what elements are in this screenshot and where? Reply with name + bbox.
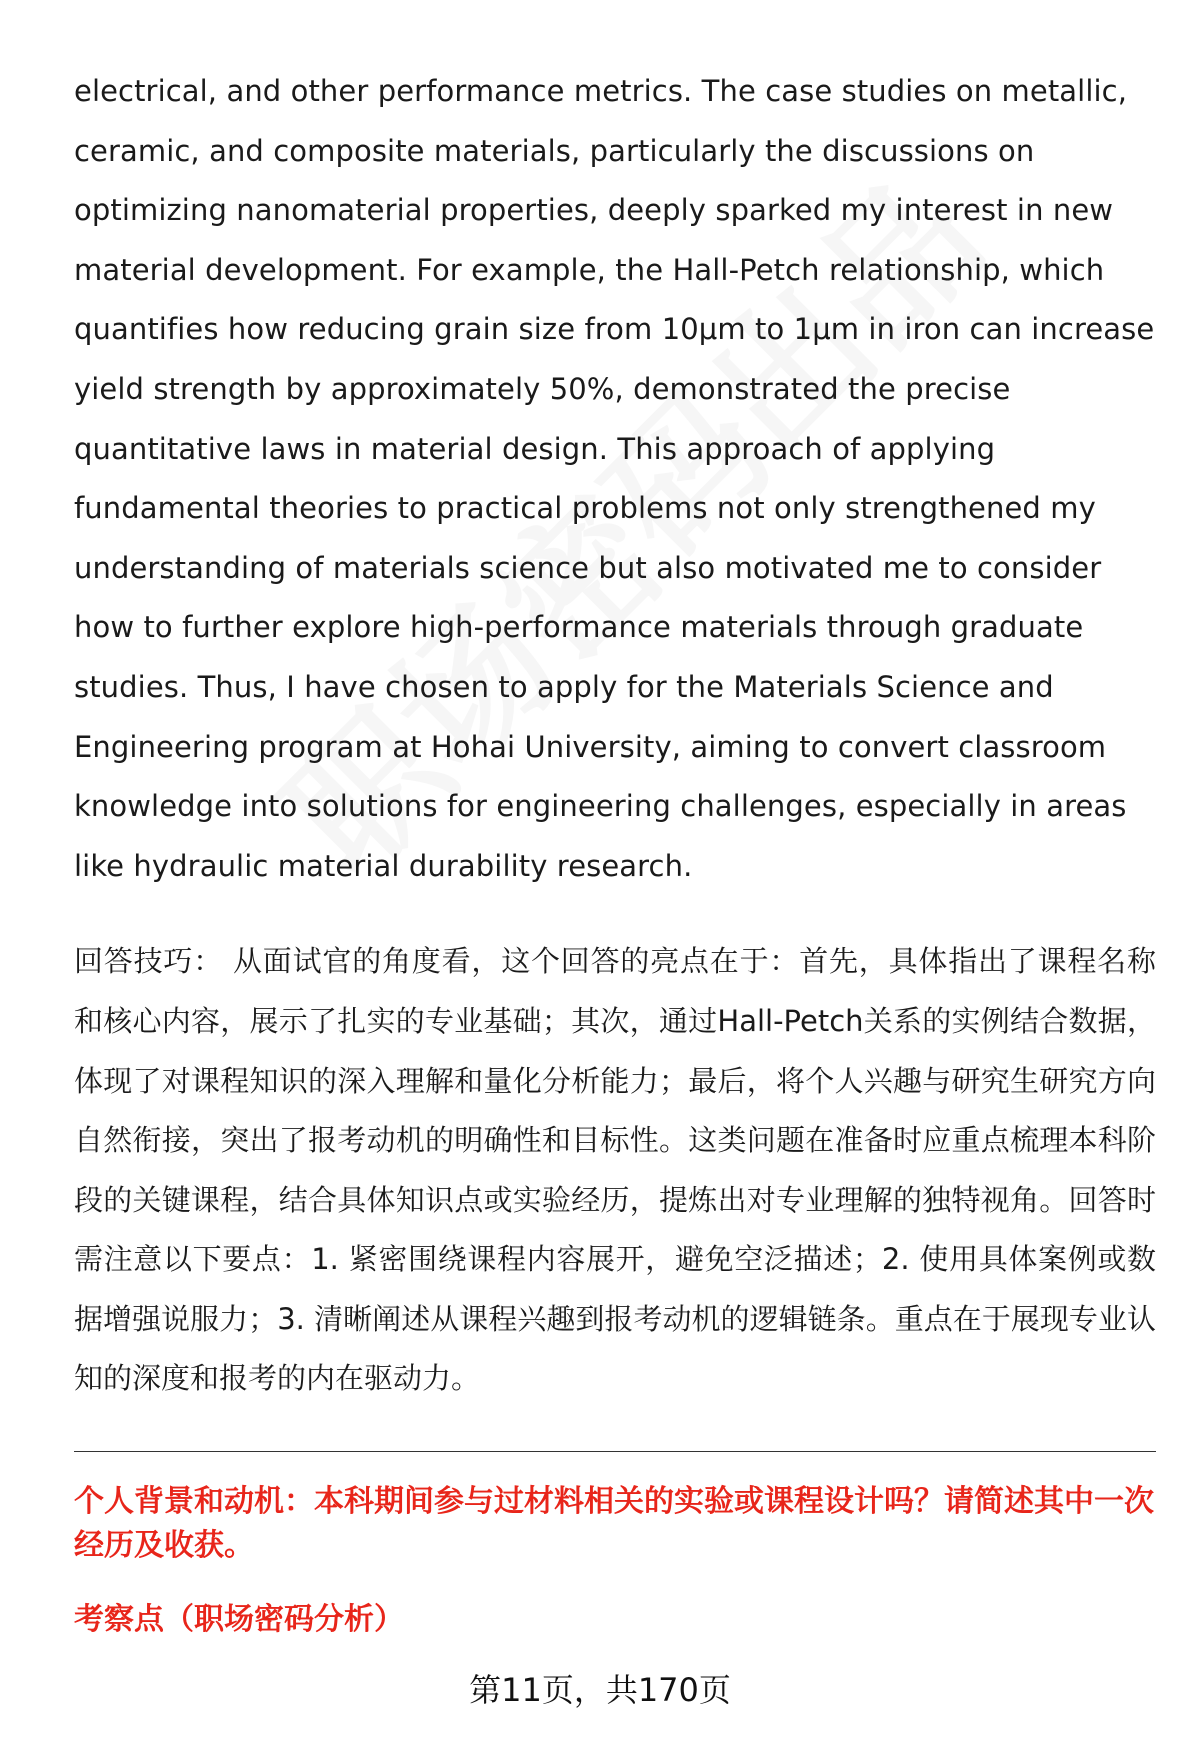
interview-question: 个人背景和动机：本科期间参与过材料相关的实验或课程设计吗？请简述其中一次经历及收获。 xyxy=(74,1484,1154,1564)
english-answer-paragraph: electrical, and other performance metrics. The case studies on metallic, ceramic, and composite materials, particularly the discussions on optimizing nanomaterial properties, deeply sparked my interest in new material development. For example, the Hall-Petch relationship, which quantifies how reducing grain size from 10μm to 1μm in iron can increase yield strength by approximately 50%, demonstrated the precise quantitative laws in material design. This approach of applying fundamental theories to practical problems not only strengthened my understanding of materials science but also motivated me to consider how to further explore high-performance materials through graduate studies. Thus, I have chosen to apply for the Materials Science and Engineering program at Hohai University, aiming to convert classroom knowledge into solutions for engineering challenges, especially in areas like hydraulic material durability research. xyxy=(74,74,1155,883)
section-divider xyxy=(74,1451,1156,1452)
answer-tips-paragraph: 回答技巧： 从面试官的角度看，这个回答的亮点在于：首先，具体指出了课程名称和核心内容，展示了扎实的专业基础；其次，通过Hall-Petch关系的实例结合数据，体现了对课程知识的深入理解和量化分析能力；最后，将个人兴趣与研究生研究方向自然衔接，突出了报考动机的明确性和目标性。这类问题在准备时应重点梳理本科阶段的关键课程，结合具体知识点或实验经历，提炼出对专业理解的独特视角。回答时需注意以下要点：1. 紧密围绕课程内容展开，避免空泛描述；2. 使用具体案例或数据增强说服力；3. 清晰阐述从课程兴趣到报考动机的逻辑链条。重点在于展现专业认知的深度和报考的内在驱动力。 xyxy=(74,944,1156,1396)
page-number: 第11页，共170页 xyxy=(469,1671,731,1709)
section-heading: 考察点（职场密码分析） xyxy=(74,1602,404,1638)
document-page xyxy=(74,62,1156,1642)
